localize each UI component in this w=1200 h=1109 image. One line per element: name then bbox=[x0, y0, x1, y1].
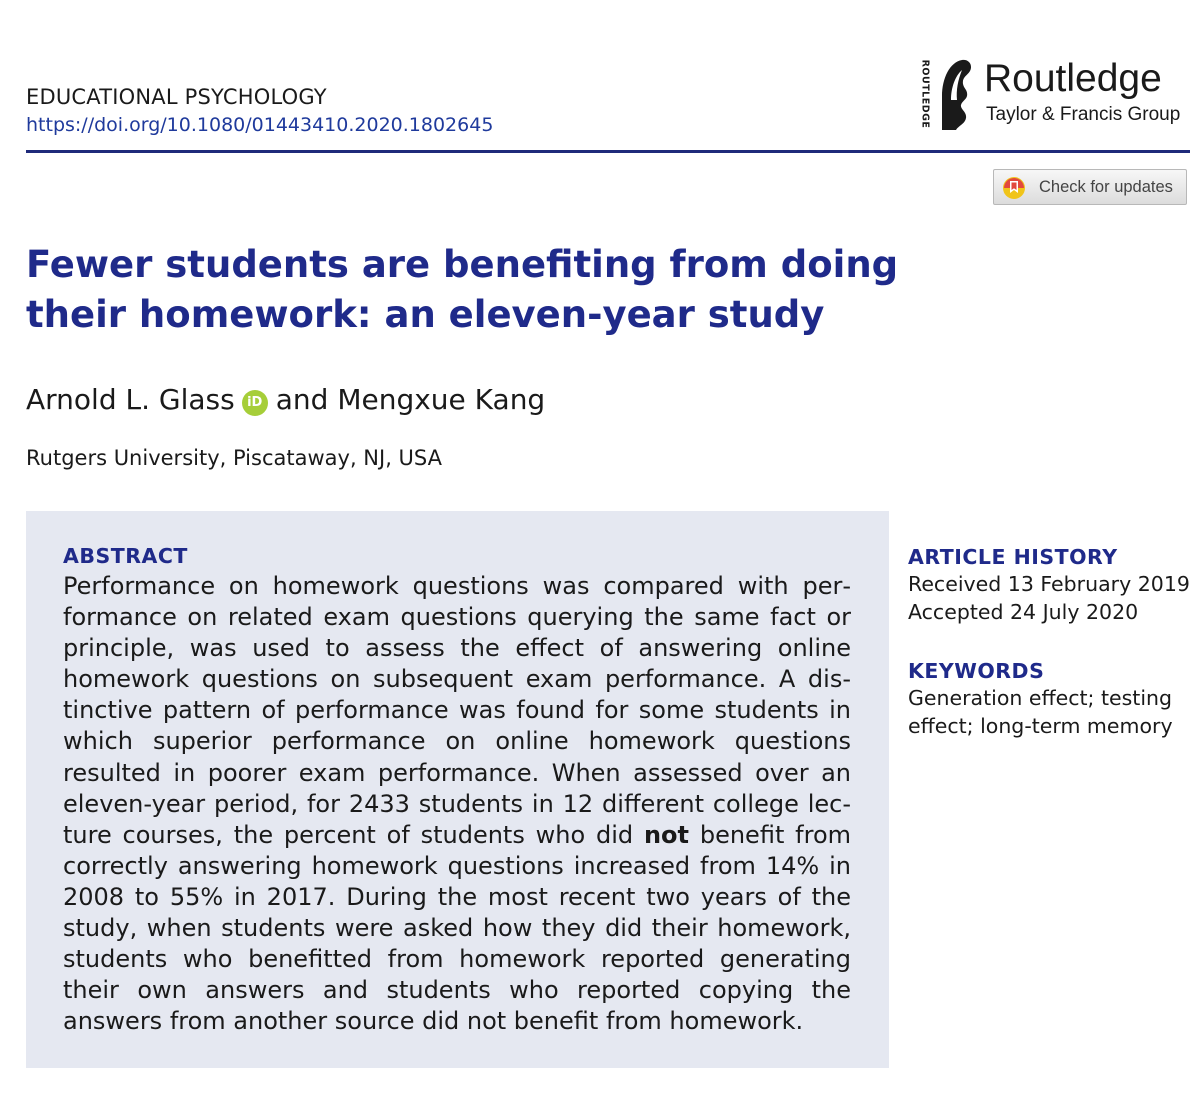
author-name: Mengxue Kang bbox=[337, 383, 546, 416]
keywords-section bbox=[908, 658, 1193, 740]
received-date: Received 13 February 2019 bbox=[908, 572, 1190, 596]
header-rule bbox=[26, 150, 1190, 153]
affiliation: Rutgers University, Piscataway, NJ, USA bbox=[26, 446, 443, 470]
article-history bbox=[908, 544, 1193, 626]
abstract-heading: ABSTRACT bbox=[63, 544, 188, 568]
journal-header bbox=[26, 84, 493, 138]
check-for-updates-button[interactable] bbox=[993, 169, 1187, 205]
abstract-text bbox=[63, 571, 851, 1037]
article-title: Fewer students are benefiting from doing their homework: an eleven-year study bbox=[26, 243, 899, 336]
author-line bbox=[26, 382, 545, 418]
author-conjunction: and bbox=[275, 383, 329, 416]
check-for-updates-label: Check for updates bbox=[1039, 178, 1173, 196]
routledge-head-icon bbox=[936, 56, 976, 134]
author-name: Arnold L. Glass bbox=[26, 383, 235, 416]
crossmark-icon bbox=[1002, 176, 1026, 200]
publisher-logo bbox=[918, 56, 1193, 134]
accepted-date: Accepted 24 July 2020 bbox=[908, 600, 1139, 624]
abstract-emphasis: not bbox=[643, 820, 690, 849]
journal-name: EDUCATIONAL PSYCHOLOGY bbox=[26, 85, 327, 109]
orcid-icon[interactable]: iD bbox=[242, 390, 268, 416]
abstract-box bbox=[26, 511, 889, 1068]
article-history-heading: ARTICLE HISTORY bbox=[908, 545, 1118, 569]
keywords-heading: KEYWORDS bbox=[908, 659, 1045, 683]
doi-link[interactable]: https://doi.org/10.1080/01443410.2020.1802645 bbox=[26, 114, 494, 136]
publisher-group: Taylor & Francis Group bbox=[986, 104, 1181, 125]
abstract-text-part: benefit from correctly answering homework questions increased from 14% in 2008 to 55% in 2017. During the most recent two years of the study, when students were asked how they did their homework, students who benefitted from homework reported generating their own answers and students who reported copying the answers from another source did not benefit from homework. bbox=[63, 820, 852, 1036]
keywords-list: Generation effect; testing effect; long-term memory bbox=[908, 686, 1173, 738]
abstract-text-part: Performance on homework questions was compared with performance on related exam questions querying the same fact or principle, was used to assess the effect of answering online homework questions on subsequent exam performance. A distinctive pattern of performance was found for some students in which superior performance on online homework questions resulted in poorer exam performance. When assessed over an eleven-year period, for 2433 students in 12 different college lecture courses, the percent of students who did bbox=[63, 572, 851, 849]
publisher-name: Routledge bbox=[984, 57, 1162, 100]
publisher-side-label: ROUTLEDGE bbox=[919, 59, 931, 129]
